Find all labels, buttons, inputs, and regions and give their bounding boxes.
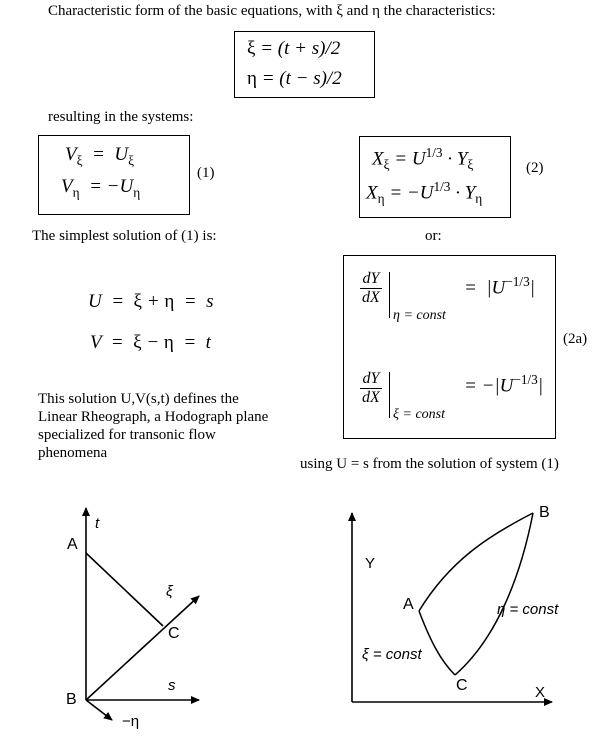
using-text: using U = s from the solution of system (1) — [300, 456, 559, 472]
solution-u: U = ξ + η = s — [88, 291, 214, 312]
x-axis-label: X — [535, 684, 546, 701]
system1-label: (1) — [197, 165, 215, 181]
system1-eq2: $V_\eta = -U_\eta$ — [61, 176, 141, 200]
description-line: Linear Rheograph, a Hodograph plane — [38, 409, 269, 425]
description-line: phenomena — [38, 445, 108, 461]
xi-const-subscript: ξ = const — [393, 407, 445, 422]
system2a-label: (2a) — [563, 331, 588, 347]
resulting-text: resulting in the systems: — [48, 109, 194, 125]
xi-definition: ξ = (t + s)/2 — [247, 38, 341, 59]
neg-eta-axis-label: −η — [122, 713, 140, 730]
eta-const-label: η = const — [497, 601, 559, 618]
s-axis-label: s — [168, 677, 176, 694]
system2a-rhs2: = $-|U^{-1/3}|$ — [464, 372, 544, 397]
eta-const-subscript: η = const — [393, 308, 446, 323]
description-line: specialized for transonic flow — [38, 427, 216, 443]
description-line: This solution U,V(s,t) defines the — [38, 391, 239, 407]
t-axis-label: t — [95, 515, 100, 532]
system2a-eq1: $\frac{dY}{dX}$ — [362, 270, 380, 306]
system2-eq1: $X_\xi = U^{1/3} \cdot Y_\xi$ — [372, 145, 474, 173]
system1-eq1: $V_\xi = U_\xi$ — [65, 144, 135, 168]
line-a-c — [86, 553, 163, 626]
right-point-a: A — [403, 596, 414, 613]
curve-a-b — [419, 513, 533, 611]
right-point-b: B — [539, 504, 550, 521]
system2a-rhs1: = $|U^{-1/3}|$ — [464, 274, 535, 299]
system2-eq2: $X_\eta = -U^{1/3} \cdot Y_\eta$ — [366, 179, 483, 207]
xi-axis — [86, 596, 199, 700]
or-text: or: — [425, 228, 442, 244]
left-point-b: B — [66, 691, 77, 708]
neg-eta-axis — [86, 700, 112, 720]
simplest-text: The simplest solution of (1) is: — [32, 228, 217, 244]
solution-v: V = ξ − η = t — [90, 332, 211, 353]
system2-label: (2) — [526, 160, 544, 176]
intro-text: Characteristic form of the basic equations, with ξ and η the characteristics: — [48, 3, 496, 19]
eta-definition: η = (t − s)/2 — [247, 68, 342, 89]
y-axis-label: Y — [365, 555, 376, 572]
left-point-a: A — [67, 536, 78, 553]
right-point-c: C — [456, 677, 468, 694]
curve-b-c — [455, 513, 533, 675]
curve-a-c — [419, 611, 455, 675]
xi-const-label: ξ = const — [362, 646, 422, 663]
xi-axis-label: ξ — [166, 583, 173, 600]
system2a-eq2: $\frac{dY}{dX}$ — [362, 370, 380, 406]
left-point-c: C — [168, 625, 180, 642]
